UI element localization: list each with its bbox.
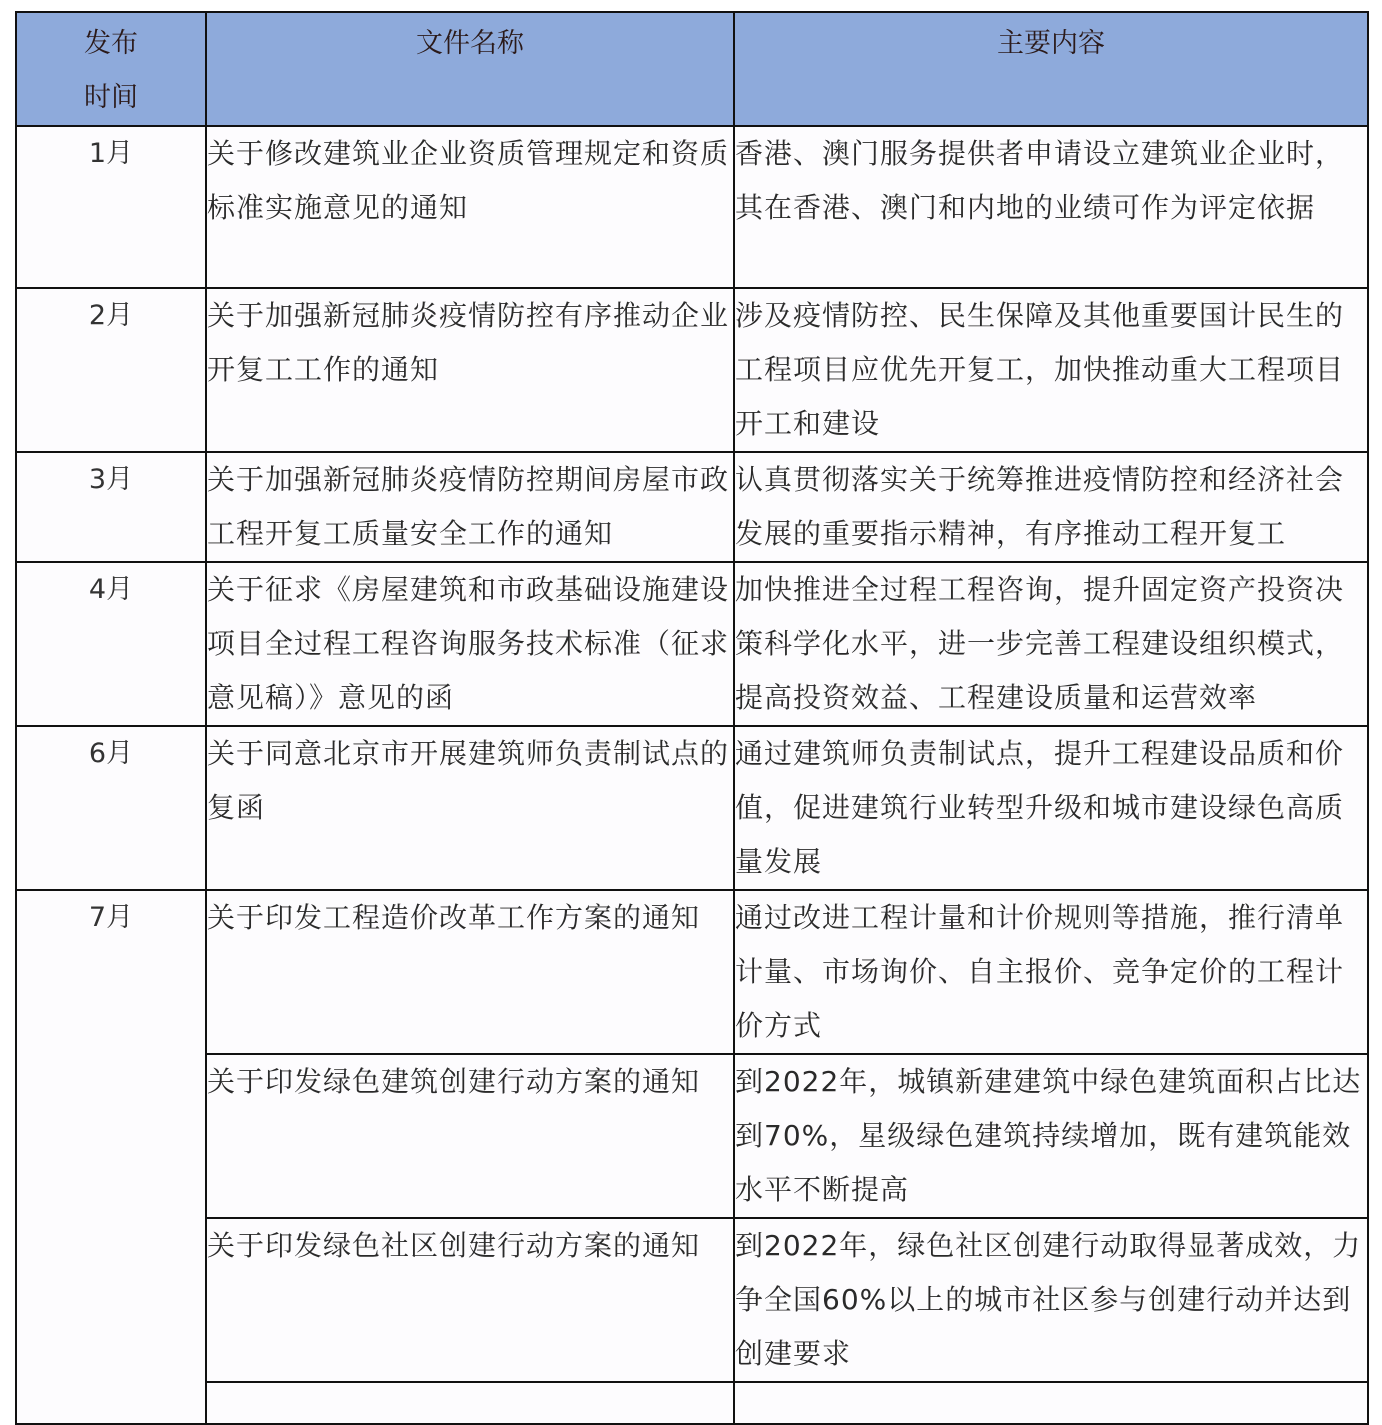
document-cell: 关于印发绿色建筑创建行动方案的通知 <box>206 1054 734 1218</box>
document-cell: 关于印发绿色社区创建行动方案的通知 <box>206 1218 734 1382</box>
content-cell: 通过改进工程计量和计价规则等措施，推行清单计量、市场询价、自主报价、竞争定价的工程计价方式 <box>734 890 1368 1054</box>
table-row <box>16 452 1368 562</box>
content-cell: 香港、澳门服务提供者申请设立建筑业企业时，其在香港、澳门和内地的业绩可作为评定依据 <box>734 126 1368 288</box>
document-cell: 关于印发工程造价改革工作方案的通知 <box>206 890 734 1054</box>
header-month-line-2: 时间 <box>84 82 138 113</box>
month-cell: 1月 <box>16 126 206 288</box>
content-cell: 涉及疫情防控、民生保障及其他重要国计民生的工程项目应优先开复工，加快推动重大工程项目开工和建设 <box>734 288 1368 452</box>
content-cell: 加快推进全过程工程咨询，提升固定资产投资决策科学化水平，进一步完善工程建设组织模式，提高投资效益、工程建设质量和运营效率 <box>734 562 1368 726</box>
policy-table <box>15 11 1369 1425</box>
table-row <box>16 890 1368 1054</box>
table-row <box>16 562 1368 726</box>
table-row-partial <box>16 1382 1368 1424</box>
document-cell: 关于加强新冠肺炎疫情防控有序推动企业开复工工作的通知 <box>206 288 734 452</box>
document-cell: 关于征求《房屋建筑和市政基础设施建设项目全过程工程咨询服务技术标准（征求意见稿）》意见的函 <box>206 562 734 726</box>
table-row <box>16 126 1368 288</box>
document-cell <box>206 1382 734 1424</box>
header-month-line-1: 发布 <box>84 28 138 59</box>
content-cell: 通过建筑师负责制试点，提升工程建设品质和价值，促进建筑行业转型升级和城市建设绿色高质量发展 <box>734 726 1368 890</box>
header-month <box>16 12 206 126</box>
month-cell: 3月 <box>16 452 206 562</box>
month-cell: 6月 <box>16 726 206 890</box>
document-cell: 关于加强新冠肺炎疫情防控期间房屋市政工程开复工质量安全工作的通知 <box>206 452 734 562</box>
month-cell: 2月 <box>16 288 206 452</box>
content-cell: 到2022年，城镇新建建筑中绿色建筑面积占比达到70%，星级绿色建筑持续增加，既有建筑能效水平不断提高 <box>734 1054 1368 1218</box>
content-cell: 到2022年，绿色社区创建行动取得显著成效，力争全国60%以上的城市社区参与创建行动并达到创建要求 <box>734 1218 1368 1382</box>
content-cell <box>734 1382 1368 1424</box>
month-cell: 4月 <box>16 562 206 726</box>
header-content: 主要内容 <box>734 12 1368 126</box>
table-row <box>16 288 1368 452</box>
header-document: 文件名称 <box>206 12 734 126</box>
table-row <box>16 1054 1368 1218</box>
document-cell: 关于修改建筑业企业资质管理规定和资质标准实施意见的通知 <box>206 126 734 288</box>
table-row <box>16 1218 1368 1382</box>
table-header-row <box>16 12 1368 126</box>
table-row <box>16 726 1368 890</box>
month-cell: 7月 <box>16 890 206 1424</box>
content-cell: 认真贯彻落实关于统筹推进疫情防控和经济社会发展的重要指示精神，有序推动工程开复工 <box>734 452 1368 562</box>
document-cell: 关于同意北京市开展建筑师负责制试点的复函 <box>206 726 734 890</box>
